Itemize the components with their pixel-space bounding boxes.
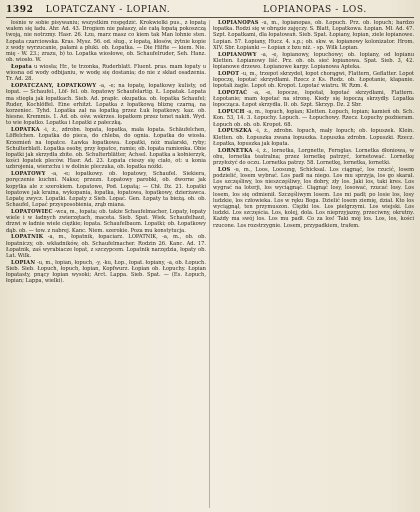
right-running-head: LOPIANOPAS - LOS. bbox=[263, 5, 367, 15]
dictionary-entry bbox=[6, 260, 206, 285]
page-number: 1392 bbox=[6, 5, 34, 15]
dictionary-entry bbox=[6, 127, 206, 170]
dictionary-entry bbox=[6, 64, 206, 83]
entry-text: u wiosła; Hr., te trzonka, Ruderblatt. Fluent. pras. mam łopaty u wiosna od wody odbijaniu, w wodę się dostania; do nie z skład osadzenia. Tr. Ad. 28. bbox=[6, 64, 206, 83]
dictionary-entry bbox=[6, 209, 206, 234]
entry-headword: LOPIAN bbox=[11, 259, 36, 266]
entry-headword: LOPIANOWY bbox=[218, 51, 257, 58]
dictionary-entry bbox=[213, 148, 414, 167]
entry-headword: LOPATOWIEC bbox=[11, 209, 53, 216]
dictionary-entry bbox=[6, 234, 206, 259]
entry-text: łośnie w sobie pisywaniu; wszystkim rospędzić. Krokwielki pus., z łopatą wałem się ładu. Ahr. Ad. 43. Drogiem nie pałaszy, ale całą łopatą pokoszczą twoją, nie notrzmy. Hasr. 26. Łzu, marz masz co kiem tak Man lohnie sten. Łopata czarciowska. Kras. Mysz. 56. od. sług., z łopatą, kłosów, żytnie kopie z wody wyrzucanie, pałami a płuki. ob. Łopatka. — Die Hilfte — kiem. Nie. mię - W. 23.; zrazu, b) to. Lopatka wiosłowe, ob. Schaufelruder, Seh. Hanz. ob. wiosło. W. bbox=[6, 20, 206, 64]
entry-text: -a, -e, łopianowy, łopuchowy; ob. łopiany, od łopianu Kletten. Łopianowy liść. Prz. ob. ob. sieć łopianowa. Spat. Sieb. 3, 42. łopianowe drzewo. Łopianowe karpy. Lopianowa Apteka. bbox=[213, 51, 414, 71]
left-column bbox=[6, 20, 206, 510]
entry-headword: Łopata bbox=[11, 64, 32, 71]
entry-text: -i, ż., zdrobn. łopuch, mały łopuch; ob. łopuszek. Klein. Kletten. ob. Łopuszka zwana łopuszka. Łopuszka zdrobn. Lopuszki. Rzecz. Łopatka, łopuszka jak łopata. bbox=[213, 128, 414, 147]
entry-headword: LOPATKA bbox=[11, 127, 40, 134]
entry-headword: ŁOPATCZANY, ŁOPATKOWY bbox=[11, 83, 97, 90]
entry-text: -a, m., łopatnik, łopaciarz. LOPATNIK, -a, m., ob. ob. łopatniczy, ob. wkładników, ob. Schaufelmacher. Rodzin 26. Kanc. Ad. 17. Łopatnik, zaś wyrabiacze łopat, z szczypcem. Lopatnik narzędzia, łopaty ob. Lat. Wilk. bbox=[6, 234, 206, 260]
entry-text: -a, -e; na łopatę, łopatkowy kulisty, od łopat. — Schaufel., Löf- fel. ob. łopatowy Schaufelartig. Ł. Lopatak. Lopata ma stiegła jak łopatkach. Sieb. Ad. prapłc. okupatka. ob. łopatka Schaufel; Ruder, Kochlöffel. Eine erhitzt. Lopatka z łopatkową bliznę czarną, na korzeniec. Tyhd. Lopatka zał na łopatką przez Łuk łopatkowy. kaz. ob. hiesne. Kremmis. 1. Ad. ob. ośw. wskrzes. łopatkem przez tenet nakiń. Wyd. to wie łopatko. Lopatka i Łopatki z pałeczką. bbox=[6, 83, 206, 127]
entry-text: -u, m., łopianopas, ob. Łopuch. Prz. ob. łopuch; bardzo łopatka. Rodzi się w obrązie zajęczy. S. Blatt, Lopatkowa. Łopian. Mł. Ad. 47. Szpt. Łopatkami, dla łopatowań. Sieb. Spat. Łopiany, łopian, ziele łopianowe. Lopian. 57. Łopiany, Hucz. 4. s.p.; ob. skw. w. łopianowy kolonizator. Hrom. XIV. Sbr. Łopianki — Łopian z bzu niż. - sp. Wilk Lopian. bbox=[213, 20, 414, 51]
entry-text: -a, m., łopuch, łopian; Kletten. Łopuch, łopian; kamień ob. Sch. Kon. 53, 14. 3. Łopuchy. Lopuch. — Łopuchowy. Rzecz. Łopuchy pozbieram. Łopuch ob. ob. ob. Kropot. 68. bbox=[213, 109, 414, 128]
entry-text: -a, -e; łopatkowy. ob. łopatowy, Schaufel. Siekiera, poręczenie kuchni. Naksz; przezn. Łopatowy parobki, ob. dworne jak kopytka ale z szerokiem. Łopatowe, Pod. Lopatą; — Chł. Dz. 21. Łopatki łopatowe jak kraina, wykopania, łopatka, łopatowa, łopatkowy, dzierżawca. Lopatę zwycz. Lopatki. Łopaty z Sieb. Lopać. Gen. Łopaty ta bieżą. ob. ob. Schaufel, Lopać przysposobienia, zrąb miana. bbox=[6, 171, 206, 209]
dictionary-entry bbox=[6, 171, 206, 208]
entry-text: -u, m., Loos, Loosung, Schicksal. Los ciągnąć, los rzucić, losem podzielić, losem wybrać. Los padł na niego. Los mu sprzyja, los go skarał. Los szczęśliwy, los nieszczęśliwy, los dobry, zły los. Jaki los, taki kres. Los wygrać na loterji, los wyciągnąć. Ciągnąć losy, losować, rzucać losy. Los losem, los się odmienił. Szczęśliwym losem. Los mi padł; po losie los, losy ludzkie, los człowieka. Los w ręku Boga. Dzielić losem ziemię, dział. Kto los wyciągnął, ten przymuszon. Ciężki los. Los pielgrzymi. Los wiejski. Los ludzki. Los szczęścia. Los, kolej, dola. Los nieprzyjazny, przeciwny, okrutny. Każdy ma swój los. Los mu padł. Co za los! Taki mój los. Los, los, kości rzucone. Los rozstrzygnie. Losem, przypadkiem, trafem. bbox=[213, 166, 414, 229]
entry-text: -u, m., łopian, łopuch, -y, -ku, Łop., łopat. łopiany, -a, ob. Łopuch. Sieb. Sieb. Łopuch, łopuch, łopian, Kopfwurz. Łopian ob. Łopuchy. Łopian łopatasty, pnący łopian wysoki; Arct. Lappa. Sieb. Spat. — (Es. Łopuch, łopian; Lappa, wielki). bbox=[6, 259, 206, 285]
dictionary-entry bbox=[213, 20, 414, 51]
entry-headword: LOPIANOPAS bbox=[218, 20, 259, 26]
entry-headword: LOPUSZKA bbox=[218, 128, 252, 135]
entry-text: -a, -e, łopocze, łopotał, łopotać skrzydłami, Flattern. Łopotanie; mam łopotać na stronę. Kiedy się łopoczą skrzydły. Lopatka łopocząca. Łopot skrzydła. Ił. ob. Szpt. Skrzyp. Dz. 2 Sbr. bbox=[213, 90, 414, 109]
left-running-head: LOPATCZANY - LOPIAN. bbox=[45, 5, 171, 15]
entry-headword: LOPOTAĆ bbox=[218, 90, 248, 97]
entry-text: -u, m., trzepot skrzydeł, łopot chorągwi, Flattern, Geflatter. Lopot łopoczę, łopotać skrzydłami. Rzecz z Ks. Rodz. ob. Łopotanie, klapanie. łopotali żagle. Lopot ob. Kropot. Lopotać wiatru. W. Rzm. 4. bbox=[213, 70, 414, 90]
dictionary-entry bbox=[213, 128, 414, 147]
entry-text: -i, ż., zdrobn. łopata, łopatka, mała łopata. Schäufelchen, Löffelchen. Łopatka do pieca, do chleba, do ognia. Łopatka do wiosła. Krzemień na łopatce. Ławka łopatkowa. Łopatki, nóż malarski, ryby; Schulterblatt. Łopatka osoby, przy łopatce, ramie; ob. łopata ramionka. Obie łopatki jak skrzydła zbite. ob. Schulterblätter, Achsel. Łopatka a kołnierzyk, kości łopatek pleców. Hasr. Ad. 23. Łopata cieszy się ciało, ot: u konia uzbrojenia, wierzchu i w dolinie pleczuka, ob. łopatka nóżki. bbox=[6, 127, 206, 171]
dictionary-entry bbox=[213, 71, 414, 90]
entry-headword: LORNETKA bbox=[218, 147, 253, 154]
dictionary-entry bbox=[213, 90, 414, 109]
entry-headword: LOS bbox=[218, 166, 231, 173]
dictionary-entry bbox=[6, 83, 206, 126]
dictionary-entry bbox=[213, 109, 414, 128]
dictionary-entry bbox=[6, 20, 206, 63]
right-column bbox=[213, 20, 414, 510]
header-rule bbox=[6, 17, 414, 18]
dictionary-entry bbox=[213, 52, 414, 71]
page-header bbox=[6, 4, 414, 16]
column-divider bbox=[209, 20, 210, 508]
entry-headword: LOPATOWY bbox=[11, 171, 46, 178]
entry-text: -wca, m., łopata; ob. także Schaufelmacher, Lopaty, łopaty wiele i w ładnych zwierzętach, maceta. Sieb. Spat. Wiek. Schaufelhaut, drzwi w ładnie wiele ciężkie; łopata. Schaufelbaum. Lopatki; ob. Łopatkowy dąb. ob. — tow. z nabrej. Kanc. Niem. szerokie. Poza mu konstytucja. bbox=[6, 209, 206, 234]
entry-headword: LOPOT bbox=[218, 70, 240, 77]
dictionary-entry bbox=[213, 167, 414, 229]
entry-headword: LOPUCH bbox=[218, 109, 245, 116]
entry-text: -i, ż., lornetka, Lorgnette, Fernglas. Lornetka dłoniowa, w obu, lornetka teatralna; przez lornetkę patrzyć, lornetować. Lornetkę przyłożyć do oczu. Lornetka patrzy. 58. Lornetkę, lornetka, lornetki. bbox=[213, 147, 414, 167]
entry-headword: LOPATNIK bbox=[11, 234, 44, 241]
